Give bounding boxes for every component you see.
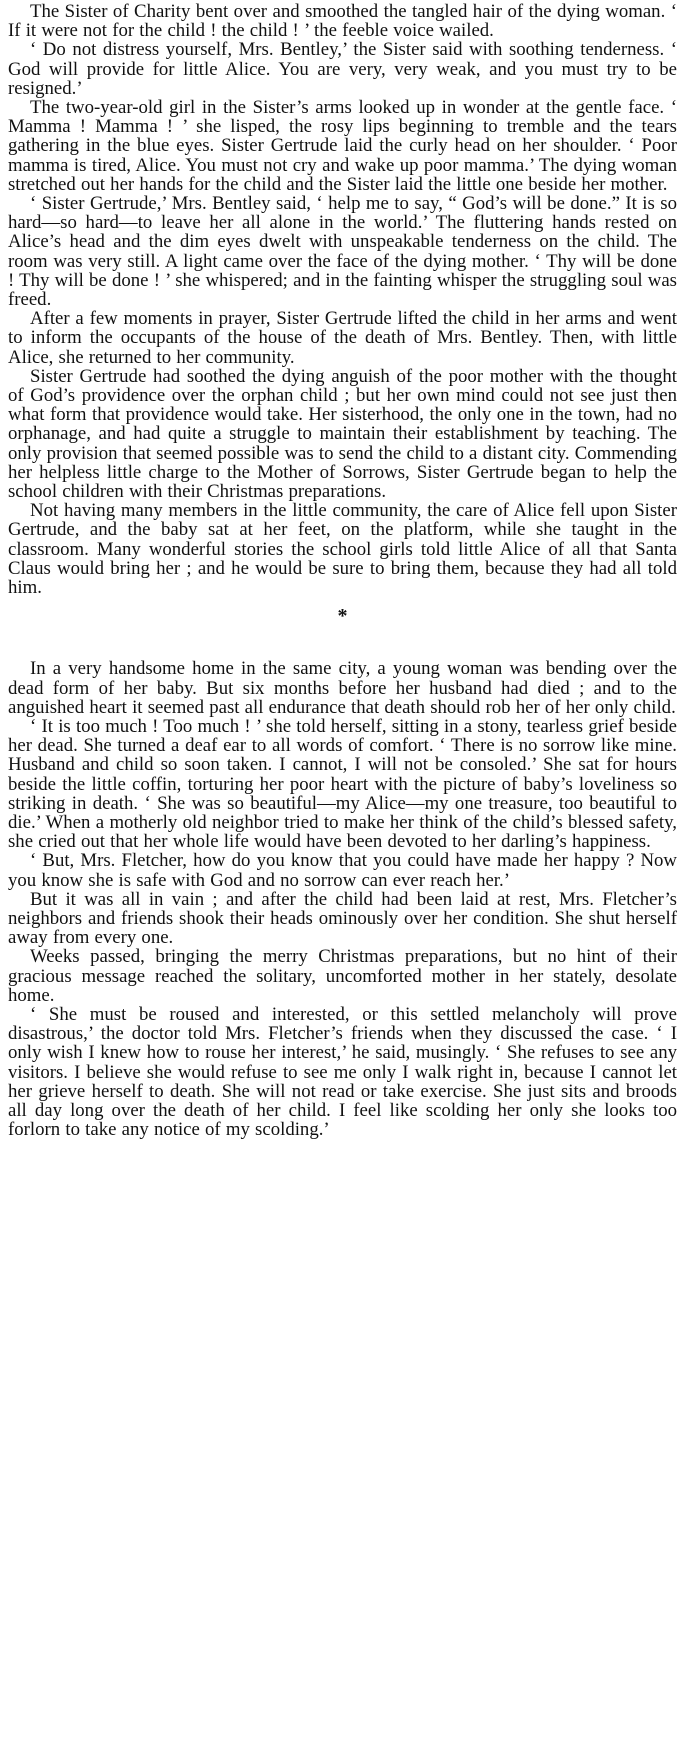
paragraph: Not having many members in the little community, the care of Alice fell upon Sister Gertrude, and the baby sat at her feet, on the platform, while she taught in the classroom. Many wonderful stories the school girls told little Alice of all that Santa Claus would bring her ; and he would be sure to bring them, because they had all told him.	[8, 500, 677, 599]
paragraph: ‘ She must be roused and interested, or this settled melancholy will prove disastrous,’ the doctor told Mrs. Fletcher’s friends when they discussed the case. ‘ I only wish I knew how to rouse her interest,’ he said, musingly. ‘ She refuses to see any visitors. I believe she would refuse to see me only I walk right in, because I cannot let her grieve herself to death. She will not read or take exercise. She just sits and broods all day long over the death of her child. I feel like scolding her only she looks too forlorn to take any notice of my scolding.’	[8, 1003, 677, 1141]
paragraph: Sister Gertrude had soothed the dying anguish of the poor mother with the thought of God’s providence over the orphan child ; but her own mind could not see just then what form that providence would take. Her sisterhood, the only one in the town, had no orphanage, and had quite a struggle to maintain their establishment by teaching. The only provision that seemed possible was to send the child to a distant city. Commending her helpless little charge to the Mother of Sorrows, Sister Gertrude began to help the school children with their Christmas preparations.	[8, 365, 677, 503]
paragraph: ‘ It is too much ! Too much ! ’ she told herself, sitting in a stony, tearless grief beside her dead. She turned a deaf ear to all words of comfort. ‘ There is no sorrow like mine. Husband and child so soon taken. I cannot, I will not be consoled.’ She sat for hours beside the little coffin, torturing her poor heart with the picture of baby’s loveliness so striking in death. ‘ She was so beautiful—my Alice—my one treasure, too beautiful to die.’ When a motherly old neighbor tried to make her think of the child’s blessed safety, she cried out that her whole life would have been devoted to her darling’s happiness.	[8, 715, 677, 853]
paragraph: ‘ Do not distress yourself, Mrs. Bentley,’ the Sister said with soothing tenderness. ‘ God will provide for little Alice. You are very, very weak, and you must try to be resigned.’	[8, 39, 677, 99]
paragraph: The Sister of Charity bent over and smoothed the tangled hair of the dying woman. ‘ If it were not for the child ! the child ! ’ the feeble voice wailed.	[8, 2, 677, 42]
paragraph: ‘ Sister Gertrude,’ Mrs. Bentley said, ‘ help me to say, “ God’s will be done.” It is so hard—so hard—to leave her all alone in the world.’ The fluttering hands rested on Alice’s head and the dim eyes dwelt with unspeakable tenderness on the child. The room was very still. A light came over the face of the dying mother. ‘ Thy will be done ! Thy will be done ! ’ she whispered; and in the fainting whisper the struggling soul was freed.	[8, 193, 677, 311]
paragraph: Weeks passed, bringing the merry Christmas preparations, but no hint of their gracious message reached the solitary, uncomforted mother in her stately, desolate home.	[8, 946, 677, 1006]
paragraph: ‘ But, Mrs. Fletcher, how do you know that you could have made her happy ? Now you know she is safe with God and no sorrow can ever reach her.’	[8, 850, 677, 891]
section-separator: *	[337, 605, 348, 628]
paragraph: But it was all in vain ; and after the child had been laid at rest, Mrs. Fletcher’s neighbors and friends shook their heads ominously over her condition. She shut herself away from every one.	[8, 888, 677, 949]
paragraph: In a very handsome home in the same city, a young woman was bending over the dead form of her baby. But six months before her husband had died ; and to the anguished heart it seemed past all endurance that death should rob her of her only child.	[8, 658, 677, 718]
paragraph: After a few moments in prayer, Sister Gertrude lifted the child in her arms and went to inform the occupants of the house of the death of Mrs. Bentley. Then, with little Alice, she returned to her community.	[8, 308, 677, 368]
article-column	[8, 2, 677, 1750]
paragraph: The two-year-old girl in the Sister’s arms looked up in wonder at the gentle face. ‘ Mamma ! Mamma ! ’ she lisped, the rosy lips beginning to tremble and the tears gathering in the blue eyes. Sister Gertrude laid the curly head on her shoulder. ‘ Poor mamma is tired, Alice. You must not cry and wake up poor mamma.’ The dying woman stretched out her hands for the child and the Sister laid the little one beside her mother.	[8, 97, 677, 195]
second-section	[8, 659, 677, 1139]
